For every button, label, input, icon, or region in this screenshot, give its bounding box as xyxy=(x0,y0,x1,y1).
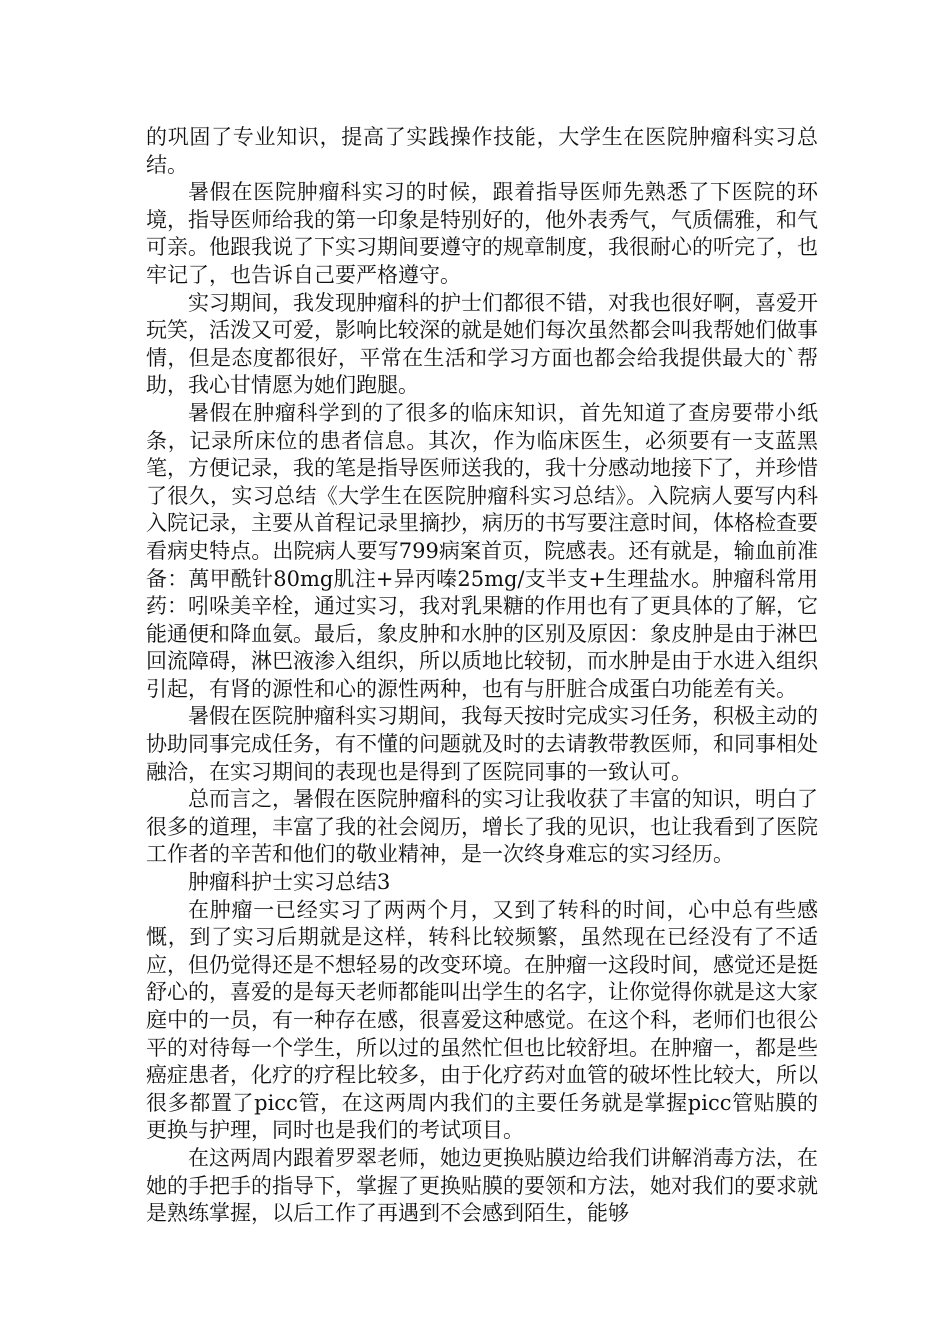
section-heading: 肿瘤科护士实习总结3 xyxy=(188,870,391,895)
paragraph-continued: 的巩固了专业知识，提高了实践操作技能，大学生在医院肿瘤科实习总结。 xyxy=(146,125,818,177)
paragraph: 在肿瘤一已经实习了两两个月，又到了转科的时间，心中总有些感慨，到了实习后期就是这样，转科比较频繁，虽然现在已经没有了不适应，但仍觉得还是不想轻易的改变环境。在肿瘤一这段时间，感觉还是挺舒心的，喜爱的是每天老师都能叫出学生的名字，让你觉得你就是这大家庭中的一员，有一种存在感，很喜爱这种感觉。在这个科，老师们也很公平的对待每一个学生，所以过的虽然忙但也比较舒坦。在肿瘤一，都是些癌症患者，化疗的疗程比较多，由于化疗药对血管的破坏性比较大，所以很多都置了picc管，在这两周内我们的主要任务就是掌握picc管贴膜的更换与护理，同时也是我们的考试项目。 xyxy=(146,897,818,1143)
paragraph: 实习期间，我发现肿瘤科的护士们都很不错，对我也很好啊，喜爱开玩笑，活泼又可爱，影响比较深的就是她们每次虽然都会叫我帮她们做事情，但是态度都很好，平常在生活和学习方面也都会给我提供最大的`帮助，我心甘情愿为她们跑腿。 xyxy=(146,290,818,398)
paragraph: 暑假在肿瘤科学到的了很多的临床知识，首先知道了查房要带小纸条，记录所床位的患者信息。其次，作为临床医生，必须要有一支蓝黑笔，方便记录，我的笔是指导医师送我的，我十分感动地接下了，并珍惜了很久，实习总结《大学生在医院肿瘤科实习总结》。入院病人要写内科入院记录，主要从首程记录里摘抄，病历的书写要注意时间，体格检查要看病史特点。出院病人要写799病案首页，院感表。还有就是，输血前准备：萬甲酰针80mg肌注+异丙嗪25mg/支半支+生理盐水。肿瘤科常用药：吲哚美辛栓，通过实习，我对乳果糖的作用也有了更具体的了解，它能通便和降血氨。最后，象皮肿和水肿的区别及原因：象皮肿是由于淋巴回流障碍，淋巴液渗入组织，所以质地比较韧，而水肿是由于水进入组织引起，有肾的源性和心的源性两种，也有与肝脏合成蛋白功能差有关。 xyxy=(146,400,818,701)
paragraph: 暑假在医院肿瘤科实习期间，我每天按时完成实习任务，积极主动的协助同事完成任务，有不懂的问题就及时的去请教带教医师，和同事相处融洽，在实习期间的表现也是得到了医院同事的一致认可。 xyxy=(146,704,818,784)
document-body xyxy=(146,124,818,1228)
paragraph: 总而言之，暑假在医院肿瘤科的实习让我收获了丰富的知识，明白了很多的道理，丰富了我的社会阅历，增长了我的见识，也让我看到了医院工作者的辛苦和他们的敬业精神，是一次终身难忘的实习经历。 xyxy=(146,787,818,867)
paragraph: 暑假在医院肿瘤科实习的时候，跟着指导医师先熟悉了下医院的环境，指导医师给我的第一印象是特别好的，他外表秀气，气质儒雅，和气可亲。他跟我说了下实习期间要遵守的规章制度，我很耐心的听完了，也牢记了，也告诉自己要严格遵守。 xyxy=(146,180,818,287)
paragraph: 在这两周内跟着罗翠老师，她边更换贴膜边给我们讲解消毒方法，在她的手把手的指导下，掌握了更换贴膜的要领和方法，她对我们的要求就是熟练掌握，以后工作了再遇到不会感到陌生，能够 xyxy=(146,1145,818,1226)
